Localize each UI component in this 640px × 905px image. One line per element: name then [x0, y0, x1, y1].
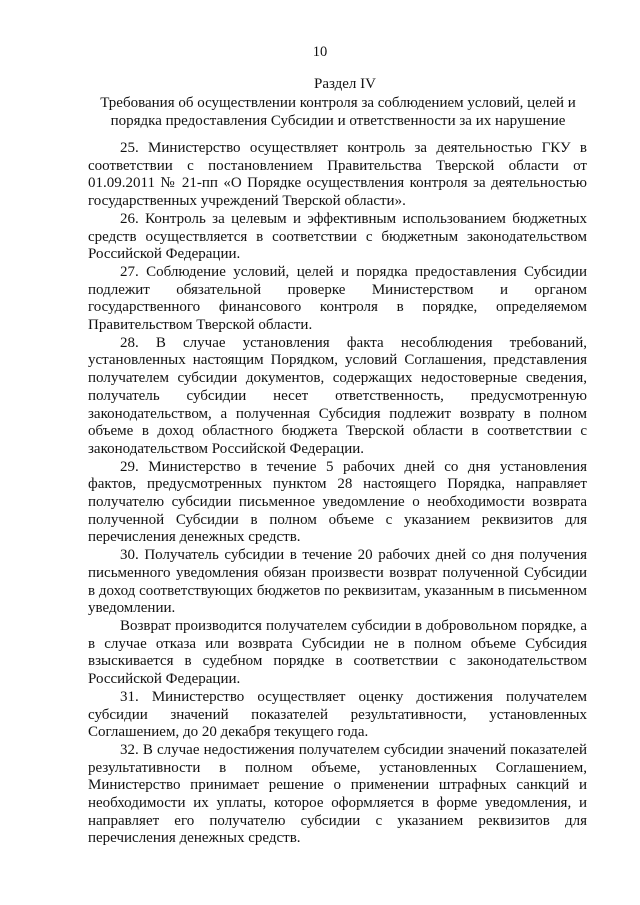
paragraph-32: 32. В случае недостижения получателем субсидии значений показателей результативности в полном объеме, установленных Соглашением, Министерство принимает решение о применении штрафных санкций и необходимости их уплаты, которое оформляется в форме уведомления, и направляет его получателю субсидии с указанием реквизитов для перечисления денежных средств. [88, 741, 587, 847]
paragraph-28: 28. В случае установления факта несоблюдения требований, установленных настоящим Порядком, условий Соглашения, представления получателем субсидии документов, содержащих недостоверные сведения, получатель субсидии несет ответственность, предусмотренную законодательством, а полученная Субсидия подлежит возврату в полном объеме в доход областного бюджета Тверской области в соответствии с законодательством Российской Федерации. [88, 334, 587, 457]
paragraph-29: 29. Министерство в течение 5 рабочих дней со дня установления фактов, предусмотренных пунктом 28 настоящего Порядка, направляет получателю субсидии письменное уведомление о необходимости возврата полученной Субсидии в полном объеме с указанием реквизитов для перечисления денежных средств. [88, 458, 587, 546]
paragraph-31: 31. Министерство осуществляет оценку достижения получателем субсидии значений показателей результативности, установленных Соглашением, до 20 декабря текущего года. [88, 688, 587, 741]
paragraph-27: 27. Соблюдение условий, целей и порядка предоставления Субсидии подлежит обязательной проверке Министерством и органом государственного финансового контроля в порядке, определяемом Правительством Тверской области. [88, 263, 587, 334]
page-number: 10 [312, 44, 328, 60]
document-body [88, 140, 587, 848]
paragraph-30: 30. Получатель субсидии в течение 20 рабочих дней со дня получения письменного уведомления обязан произвести возврат полученной Субсидии в доход соответствующих бюджетов по реквизитам, указанным в письменном уведомлении. [88, 547, 587, 617]
section-heading: Требования об осуществлении контроля за соблюдением условий, целей и порядка предоставления Субсидии и ответственности за их нарушение [100, 95, 576, 129]
section-title: Раздел IV [313, 76, 376, 92]
paragraph-25: 25. Министерство осуществляет контроль за деятельностью ГКУ в соответствии с постановлением Правительства Тверской области от 01.09.2011 № 21-пп «О Порядке осуществления контроля за деятельностью государственных учреждений Тверской области». [88, 140, 587, 210]
paragraph-26: 26. Контроль за целевым и эффективным использованием бюджетных средств осуществляется в соответствии с бюджетным законодательством Российской Федерации. [88, 210, 587, 263]
paragraph-30-return: Возврат производится получателем субсидии в добровольном порядке, а в случае отказа или возврата Субсидии не в полном объеме Субсидия взыскивается в судебном порядке в соответствии с законодательством Российской Федерации. [88, 617, 587, 688]
